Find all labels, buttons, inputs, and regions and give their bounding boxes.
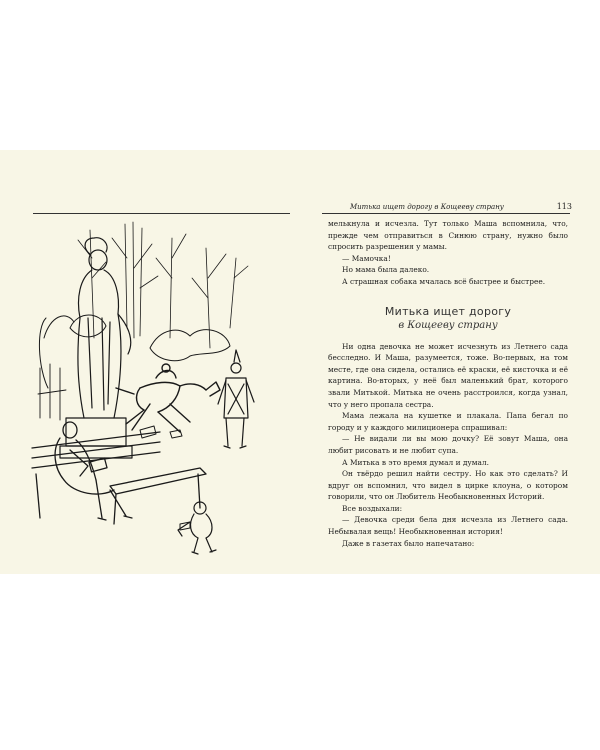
running-title: Митька ищет дорогу в Кощееву страну — [350, 203, 504, 211]
statue — [60, 238, 132, 458]
paragraph: Он твёрдо решил найти сестру. Но как это сделать? И вдруг он вспомнил, что видел в цирке клоуна, о котором говорили, что он Любитель Необыкновенных Историй. — [328, 469, 568, 502]
child-figure — [178, 502, 216, 554]
chapter-heading — [328, 304, 568, 333]
page-number: 113 — [556, 202, 572, 211]
paragraph: Все воздыхали: — [342, 503, 403, 513]
paragraph: Мама лежала на кушетке и плакала. Папа бегал по городу и у каждого милиционера спрашивал: — [328, 411, 568, 432]
paragraph: А Митька в это время думал и думал. — [342, 457, 489, 467]
foliage — [39, 315, 230, 388]
garden-illustration — [30, 218, 280, 556]
left-header-rule — [33, 213, 290, 214]
paragraph: Ни одна девочка не может исчезнуть из Летнего сада бесследно. И Маша, разумеется, тоже. Во-первых, на том месте, где она сидела, остались её краски, её кисточка и её картина. Во-вторых, у неё был маленький брат, которого звали Митькой. Митька не очень расстроился, когда узнал, что у него пропала сестра. — [328, 341, 568, 409]
paragraph: — Мамочка! — [342, 253, 391, 263]
right-header-rule — [322, 213, 570, 214]
bench-with-woman — [32, 422, 206, 524]
paragraph: А страшная собака мчалась всё быстрее и быстрее. — [342, 276, 546, 286]
running-dog — [116, 364, 220, 432]
chapter-title-line1: Митька ищет дорогу — [384, 304, 512, 318]
paragraph: Но мама была далеко. — [342, 265, 430, 275]
paragraph: — Не видали ли вы мою дочку? Её зовут Маша, она любит рисовать и не любит супа. — [328, 434, 568, 455]
chapter-title-line2: в Кощееву страну — [398, 319, 498, 331]
right-page-text — [328, 218, 568, 549]
paragraph: мелькнула и исчезла. Тут только Маша вспомнила, что, прежде чем отправиться в Синюю страну, нужно было спросить разрешения у мамы. — [328, 219, 568, 252]
illustration-drawing — [30, 218, 280, 556]
paragraph: Даже в газетах было напечатано: — [342, 538, 475, 548]
boy-figure — [218, 350, 254, 448]
paragraph: — Девочка среди бела дня исчезла из Летнего сада. Небывалая вещь! Необыкновенная история! — [328, 515, 568, 537]
